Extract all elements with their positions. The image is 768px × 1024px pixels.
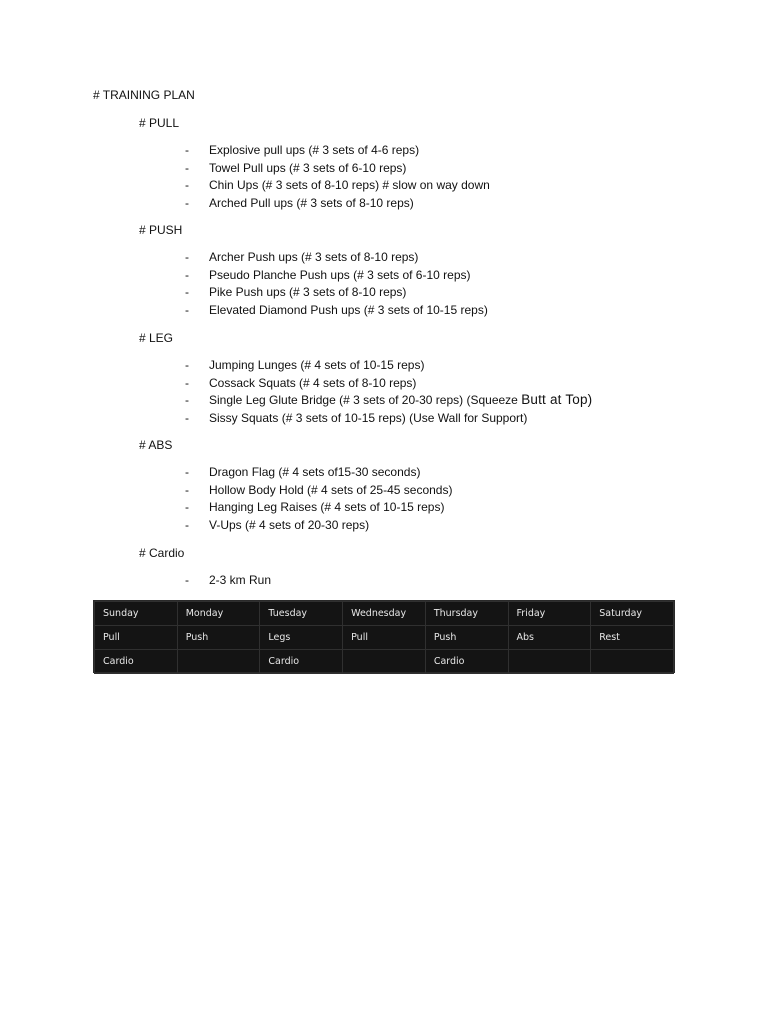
schedule-body bbox=[95, 602, 674, 674]
list-item-text: Hollow Body Hold (# 4 sets of 25-45 seconds) bbox=[209, 482, 453, 497]
list-item-text: Explosive pull ups (# 3 sets of 4-6 reps) bbox=[209, 143, 420, 157]
bullet-dash: - bbox=[185, 160, 189, 175]
list-item-text: Jumping Lunges (# 4 sets of 10-15 reps) bbox=[209, 358, 425, 372]
list-item bbox=[0, 160, 700, 178]
exercise-list bbox=[0, 249, 700, 319]
bullet-dash: - bbox=[185, 482, 189, 497]
list-item bbox=[0, 302, 700, 320]
bullet-dash: - bbox=[185, 358, 189, 372]
schedule-header-row bbox=[95, 602, 674, 626]
bullet-dash: - bbox=[185, 285, 189, 300]
list-item bbox=[0, 482, 700, 500]
schedule-cell: Pull bbox=[343, 626, 426, 650]
exercise-list bbox=[0, 142, 700, 212]
day-header-cell: Wednesday bbox=[343, 602, 426, 626]
list-item bbox=[0, 195, 700, 213]
schedule-cell: Push bbox=[425, 626, 508, 650]
schedule-cell bbox=[177, 650, 260, 674]
section-heading: # Cardio bbox=[139, 546, 185, 560]
section-heading: # ABS bbox=[139, 438, 173, 452]
bullet-dash: - bbox=[185, 195, 189, 210]
list-item-text: Arched Pull ups (# 3 sets of 8-10 reps) bbox=[209, 195, 414, 210]
table-row bbox=[95, 650, 674, 674]
schedule-cell bbox=[343, 650, 426, 674]
list-item-text: Pseudo Planche Push ups (# 3 sets of 6-10 reps) bbox=[209, 267, 471, 282]
list-item bbox=[0, 410, 700, 428]
list-item-text: V-Ups (# 4 sets of 20-30 reps) bbox=[209, 517, 370, 532]
list-item-text: Hanging Leg Raises (# 4 sets of 10-15 reps) bbox=[209, 500, 445, 515]
schedule-cell: Legs bbox=[260, 626, 343, 650]
bullet-dash: - bbox=[185, 517, 189, 532]
schedule-cell: Cardio bbox=[95, 650, 178, 674]
exercise-list bbox=[0, 464, 700, 534]
bullet-dash: - bbox=[185, 143, 189, 157]
list-item bbox=[0, 142, 700, 160]
day-header-cell: Tuesday bbox=[260, 602, 343, 626]
list-item bbox=[0, 375, 700, 393]
list-item-text-main: Single Leg Glute Bridge (# 3 sets of 20-30 reps) (Squeeze bbox=[209, 393, 522, 408]
schedule-cell: Abs bbox=[508, 626, 591, 650]
bullet-dash: - bbox=[185, 500, 189, 515]
schedule-cell: Push bbox=[177, 626, 260, 650]
list-item-text: Chin Ups (# 3 sets of 8-10 reps) # slow on way down bbox=[209, 178, 490, 193]
list-item-text-emphasis: Butt at Top) bbox=[521, 392, 593, 408]
list-item-text: Pike Push ups (# 3 sets of 8-10 reps) bbox=[209, 285, 407, 300]
list-item-text: Archer Push ups (# 3 sets of 8-10 reps) bbox=[209, 250, 419, 264]
list-item bbox=[0, 267, 700, 285]
weekly-schedule-table bbox=[93, 600, 675, 673]
bullet-dash: - bbox=[185, 302, 189, 317]
list-item-text: Towel Pull ups (# 3 sets of 6-10 reps) bbox=[209, 160, 407, 175]
schedule-cell: Rest bbox=[591, 626, 674, 650]
day-header-cell: Saturday bbox=[591, 602, 674, 626]
section-heading: # PULL bbox=[139, 116, 180, 130]
list-item bbox=[0, 357, 700, 375]
bullet-dash: - bbox=[185, 178, 189, 193]
day-header-cell: Monday bbox=[177, 602, 260, 626]
bullet-dash: - bbox=[185, 410, 189, 425]
list-item bbox=[0, 249, 700, 267]
day-header-cell: Sunday bbox=[95, 602, 178, 626]
schedule-cell: Cardio bbox=[425, 650, 508, 674]
list-item bbox=[0, 464, 700, 482]
list-item bbox=[0, 177, 700, 195]
schedule-cell bbox=[591, 650, 674, 674]
bullet-dash: - bbox=[185, 375, 189, 390]
section-heading: # PUSH bbox=[139, 223, 183, 237]
list-item-text: Dragon Flag (# 4 sets of15-30 seconds) bbox=[209, 465, 421, 479]
list-item bbox=[0, 499, 700, 517]
bullet-dash: - bbox=[185, 465, 189, 479]
table-row bbox=[95, 626, 674, 650]
bullet-dash: - bbox=[185, 267, 189, 282]
list-item-text: Cossack Squats (# 4 sets of 8-10 reps) bbox=[209, 375, 417, 390]
schedule-cell: Pull bbox=[95, 626, 178, 650]
list-item bbox=[0, 392, 700, 410]
list-item bbox=[0, 517, 700, 535]
schedule-cell bbox=[508, 650, 591, 674]
day-header-cell: Friday bbox=[508, 602, 591, 626]
list-item-text: Elevated Diamond Push ups (# 3 sets of 10-15 reps) bbox=[209, 302, 488, 317]
list-item bbox=[0, 572, 700, 590]
exercise-list bbox=[0, 357, 700, 427]
document-title: # TRAINING PLAN bbox=[93, 88, 195, 102]
day-header-cell: Thursday bbox=[425, 602, 508, 626]
bullet-dash: - bbox=[185, 573, 189, 587]
schedule-cell: Cardio bbox=[260, 650, 343, 674]
list-item bbox=[0, 284, 700, 302]
list-item-text: Sissy Squats (# 3 sets of 10-15 reps) (Use Wall for Support) bbox=[209, 410, 528, 425]
section-heading: # LEG bbox=[139, 331, 174, 345]
bullet-dash: - bbox=[185, 393, 189, 408]
bullet-dash: - bbox=[185, 250, 189, 264]
exercise-list bbox=[0, 572, 700, 590]
list-item-text: 2-3 km Run bbox=[209, 573, 272, 587]
list-item-text bbox=[209, 392, 592, 408]
